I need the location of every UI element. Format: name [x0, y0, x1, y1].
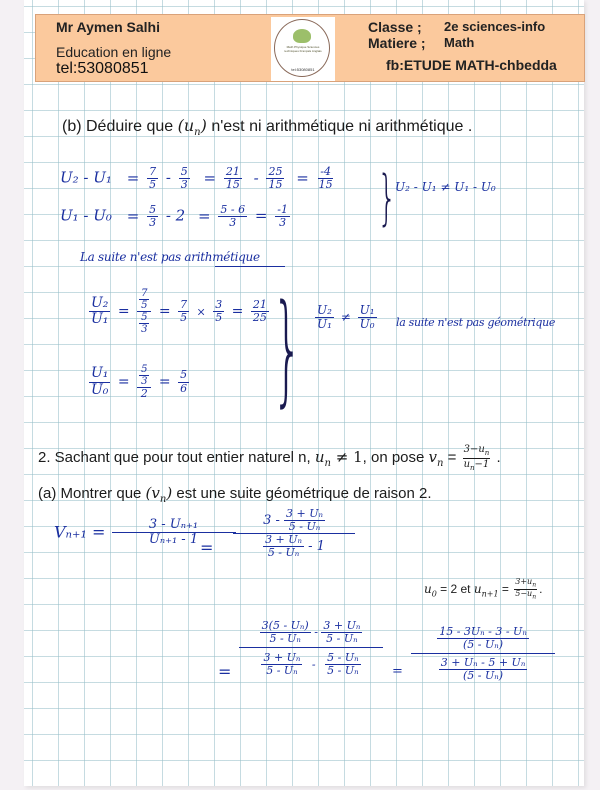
vn-step-2: $\frac{\text{3(5 - Uₙ)}}{\text{5 - Uₙ}}$ - $\frac{\text{3 + Uₙ}}{\text{5 - Uₙ}}$ $\frac{\text{3 + Uₙ}}{\text{5 - Uₙ}}$ - $\frac{\text{5 - Uₙ}}{\text{5 - Uₙ}}$ [238, 620, 384, 677]
class-info [368, 19, 578, 73]
equals-sign: = [218, 662, 232, 681]
question-2: 2. Sachant que pour tout entier naturel n, $u_n \ne 1$, on pose $v_n$ = $\frac{3-u_n}{u_n-1}$ . [38, 444, 501, 472]
subject-label: Matiere ; [368, 35, 426, 51]
question-b [62, 116, 472, 138]
geom-conclusion: la suite n'est pas géométrique [396, 316, 556, 329]
arith-line-2: U₁ - U₀ = $\frac{5}{3}$ - 2 = $\frac{5 - 6}{3}$ = $\frac{-1}{3}$ [60, 203, 288, 230]
question-b-prefix: (b) Déduire que [62, 118, 178, 135]
brace-icon: } [272, 280, 303, 419]
vn-definition: Vₙ₊₁ = $\frac{\text{3 - Uₙ₊₁}}{\text{Uₙ₊₁ - 1}}$ [54, 518, 237, 548]
teacher-phone: tel:53080851 [56, 60, 149, 77]
subject-value: Math [444, 35, 475, 50]
class-value: 2e sciences-info [444, 19, 546, 34]
sequence-un: $(u_n)$ [177, 116, 207, 139]
class-label: Classe ; [368, 19, 422, 35]
question-a: (a) Montrer que $(v_n)$ est une suite géométrique de raison 2. [38, 484, 432, 505]
geom-ratio-2: $\frac{\text{U₁}}{\text{U₀}}$ = $\frac{\frac{5}{3}}{2}$ = $\frac{5}{6}$ [91, 364, 188, 400]
subject-row [368, 35, 578, 51]
vn-step-3: $\frac{\frac{\text{15 - 3Uₙ - 3 - Uₙ}}{\text{(5 - Uₙ)}}}{\frac{\text{3 + Uₙ - 5 + Uₙ}}{\text{(5 - Uₙ)}}}$ [410, 626, 556, 682]
teacher-name: Mr Aymen Salhi [56, 19, 160, 35]
underline-stroke [215, 266, 285, 267]
arith-comparison: U₂ - U₁ ≠ U₁ - U₀ [395, 180, 496, 194]
arith-line-1: U₂ - U₁ = $\frac{7}{5}$ - $\frac{5}{3}$ = $\frac{21}{15}$ - $\frac{25}{15}$ = $\frac{-4}{15}$ [60, 165, 333, 192]
vn-substituted: 3 - $\frac{\text{3 + Uₙ}}{\text{5 - Uₙ}}$ $\frac{\text{3 + Uₙ}}{\text{5 - Uₙ}}$ - 1 [232, 508, 356, 559]
logo-tree-icon [293, 29, 311, 43]
school-seal-logo-icon [271, 17, 335, 81]
class-row [368, 19, 578, 35]
logo-tel: tel:53080851 [291, 67, 315, 72]
equals-sign: = [200, 538, 214, 557]
geom-comparison: $\frac{\text{U₂}}{\text{U₁}}$ ≠ $\frac{\text{U₁}}{\text{U₀}}$ [317, 303, 375, 332]
facebook-page: fb:ETUDE MATH-chbedda [386, 57, 557, 73]
teacher-info [56, 19, 171, 78]
logo-text: Math Physique Sciences techniques Français Anglais [284, 45, 322, 53]
arith-conclusion: La suite n'est pas arithmétique [80, 250, 260, 264]
equals-sign: = [392, 664, 403, 679]
reminder-definition: $u_0 = 2$ et $u_{n+1}$ = $\frac{3+u_n}{5-u_n}$ . [424, 577, 543, 601]
question-b-suffix: n'est ni arithmétique ni arithmétique . [206, 118, 473, 135]
teacher-subtitle: Education en ligne [56, 44, 172, 60]
document-header [35, 14, 585, 82]
geom-ratio-1: $\frac{\text{U₂}}{\text{U₁}}$ = $\frac{\frac{7}{5}}{\frac{5}{3}}$ = $\frac{7}{5}$ × $\frac{3}{5}$ = $\frac{21}{25}$ [91, 288, 267, 335]
brace-icon: } [377, 163, 397, 233]
